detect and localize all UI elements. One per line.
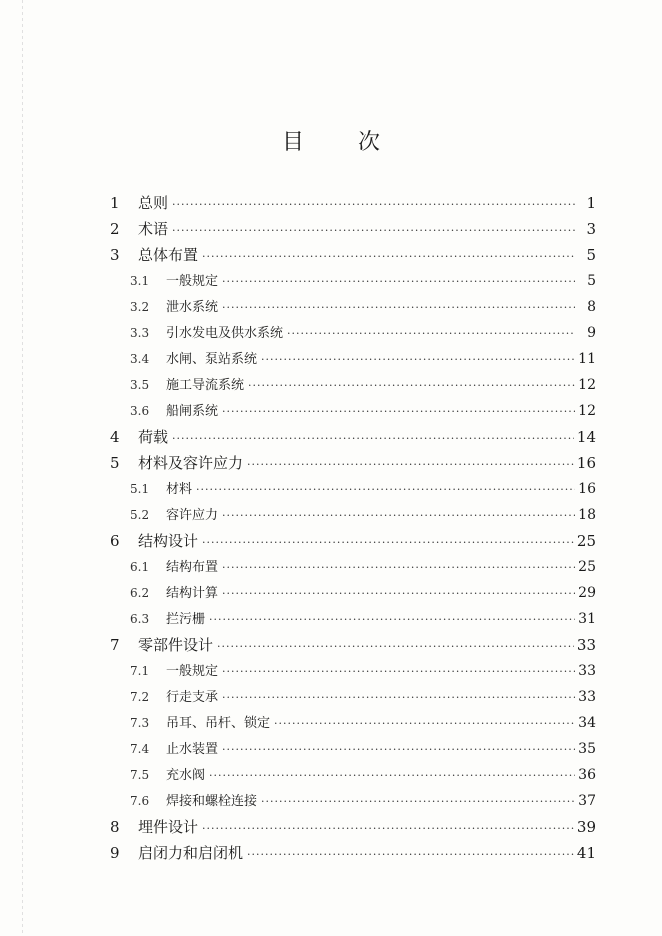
dot-leader xyxy=(222,269,575,295)
toc-entry-page-number: 14 xyxy=(576,428,596,446)
toc-entry-page-number: 34 xyxy=(578,715,596,731)
toc-entry-number: 5.2 xyxy=(130,508,150,522)
toc-entry xyxy=(110,476,596,502)
dot-leader xyxy=(202,530,574,556)
toc-entry-title: 结构布置 xyxy=(166,560,219,575)
toc-entry-number: 5 xyxy=(110,454,120,472)
toc-entry-number: 5.1 xyxy=(130,482,150,496)
toc-entry xyxy=(110,294,596,320)
toc-entry-title: 焊接和螺栓连接 xyxy=(166,794,258,809)
toc-entry-page-number: 8 xyxy=(587,299,596,315)
toc-entry-title: 一般规定 xyxy=(166,274,219,289)
toc-entry xyxy=(110,528,596,554)
toc-entry-title: 止水装置 xyxy=(166,742,219,757)
title-char-2: 次 xyxy=(358,130,381,155)
dot-leader xyxy=(247,452,574,478)
dot-leader xyxy=(248,373,575,399)
toc-entry-number: 8 xyxy=(110,818,120,836)
dot-leader xyxy=(209,763,575,789)
dot-leader xyxy=(247,842,574,868)
toc-entry-page-number: 41 xyxy=(576,844,596,862)
toc-entry-number: 7.2 xyxy=(130,690,150,704)
toc-entry xyxy=(110,242,596,268)
toc-entry-page-number: 5 xyxy=(586,246,596,264)
toc-entry-title: 术语 xyxy=(138,220,169,238)
page-title xyxy=(0,125,662,156)
dot-leader xyxy=(261,347,575,373)
dot-leader xyxy=(209,607,575,633)
toc-entry-number: 6 xyxy=(110,532,120,550)
toc-entry-title: 吊耳、吊杆、锁定 xyxy=(166,716,271,731)
toc-entry-title: 施工导流系统 xyxy=(166,378,245,393)
toc-entry xyxy=(110,580,596,606)
toc-entry-page-number: 33 xyxy=(576,636,596,654)
toc-entry xyxy=(110,632,596,658)
toc-entry xyxy=(110,346,596,372)
toc-entry-page-number: 9 xyxy=(587,325,596,341)
toc-entry-number: 1 xyxy=(110,194,120,212)
toc-entry xyxy=(110,762,596,788)
toc-entry xyxy=(110,814,596,840)
dot-leader xyxy=(287,321,575,347)
toc-entry-title: 船闸系统 xyxy=(166,404,219,419)
toc-entry-page-number: 5 xyxy=(587,273,596,289)
toc-entry-number: 6.2 xyxy=(130,586,150,600)
toc-entry xyxy=(110,320,596,346)
toc-entry xyxy=(110,450,596,476)
toc-entry-title: 总体布置 xyxy=(138,246,199,264)
toc-entry xyxy=(110,216,596,242)
toc-entry-page-number: 18 xyxy=(578,507,596,523)
dot-leader xyxy=(222,659,575,685)
toc-entry xyxy=(110,398,596,424)
toc-entry-title: 一般规定 xyxy=(166,664,219,679)
toc-entry-title: 埋件设计 xyxy=(138,818,199,836)
toc-entry-number: 2 xyxy=(110,220,120,238)
toc-entry-title: 零部件设计 xyxy=(138,636,214,654)
toc-entry-number: 3 xyxy=(110,246,120,264)
toc-entry-title: 总则 xyxy=(138,194,169,212)
dot-leader xyxy=(274,711,575,737)
toc-entry-number: 7.4 xyxy=(130,742,150,756)
toc-entry-number: 9 xyxy=(110,844,120,862)
toc-entry-title: 水闸、泵站系统 xyxy=(166,352,258,367)
dot-leader xyxy=(202,244,575,270)
toc-entry-page-number: 12 xyxy=(578,403,596,419)
dot-leader xyxy=(222,503,575,529)
toc-entry-title: 泄水系统 xyxy=(166,300,219,315)
toc-entry-page-number: 33 xyxy=(578,663,596,679)
dot-leader xyxy=(222,737,575,763)
toc-entry-page-number: 16 xyxy=(578,481,596,497)
table-of-contents xyxy=(110,190,596,866)
toc-entry-page-number: 31 xyxy=(578,611,596,627)
toc-entry xyxy=(110,606,596,632)
toc-entry-number: 7.6 xyxy=(130,794,150,808)
toc-entry-title: 拦污栅 xyxy=(166,612,206,627)
toc-entry-number: 3.4 xyxy=(130,352,150,366)
toc-entry-page-number: 25 xyxy=(578,559,596,575)
toc-entry xyxy=(110,684,596,710)
dot-leader xyxy=(222,295,575,321)
dot-leader xyxy=(217,634,574,660)
toc-entry-title: 结构设计 xyxy=(138,532,199,550)
toc-entry xyxy=(110,840,596,866)
toc-entry-page-number: 1 xyxy=(586,194,596,212)
toc-entry-number: 3.6 xyxy=(130,404,150,418)
toc-entry-title: 引水发电及供水系统 xyxy=(166,326,284,341)
toc-entry-number: 7 xyxy=(110,636,120,654)
dot-leader xyxy=(222,399,575,425)
toc-entry-page-number: 33 xyxy=(578,689,596,705)
toc-entry-title: 材料及容许应力 xyxy=(138,454,244,472)
dot-leader xyxy=(222,555,575,581)
toc-entry xyxy=(110,658,596,684)
toc-entry xyxy=(110,710,596,736)
title-char-1: 目 xyxy=(281,130,304,155)
toc-entry-page-number: 3 xyxy=(586,220,596,238)
toc-entry-number: 6.1 xyxy=(130,560,150,574)
toc-entry xyxy=(110,190,596,216)
toc-entry-title: 荷载 xyxy=(138,428,169,446)
toc-entry-page-number: 35 xyxy=(578,741,596,757)
dot-leader xyxy=(222,581,575,607)
toc-entry-number: 4 xyxy=(110,428,120,446)
dot-leader xyxy=(172,426,574,452)
toc-entry xyxy=(110,502,596,528)
toc-entry-number: 6.3 xyxy=(130,612,150,626)
toc-entry xyxy=(110,372,596,398)
dot-leader xyxy=(196,477,575,503)
toc-entry-title: 容许应力 xyxy=(166,508,219,523)
dot-leader xyxy=(222,685,575,711)
toc-entry-page-number: 25 xyxy=(576,532,596,550)
toc-entry-page-number: 36 xyxy=(578,767,596,783)
toc-entry-page-number: 37 xyxy=(578,793,596,809)
dot-leader xyxy=(172,192,575,218)
dot-leader xyxy=(172,218,575,244)
toc-entry-page-number: 11 xyxy=(578,351,596,367)
toc-entry-number: 3.5 xyxy=(130,378,150,392)
toc-entry-number: 7.5 xyxy=(130,768,150,782)
toc-entry-number: 7.1 xyxy=(130,664,150,678)
dot-leader xyxy=(202,816,574,842)
toc-entry-page-number: 12 xyxy=(578,377,596,393)
toc-entry-title: 充水阀 xyxy=(166,768,206,783)
toc-entry-title: 行走支承 xyxy=(166,690,219,705)
toc-entry-page-number: 29 xyxy=(578,585,596,601)
toc-entry-title: 启闭力和启闭机 xyxy=(138,844,244,862)
toc-entry xyxy=(110,736,596,762)
toc-entry-title: 结构计算 xyxy=(166,586,219,601)
toc-entry xyxy=(110,424,596,450)
toc-entry xyxy=(110,268,596,294)
toc-entry-number: 3.3 xyxy=(130,326,150,340)
toc-entry-number: 3.1 xyxy=(130,274,150,288)
toc-entry-number: 7.3 xyxy=(130,716,150,730)
toc-entry-page-number: 16 xyxy=(576,454,596,472)
toc-entry-title: 材料 xyxy=(166,482,193,497)
toc-entry-page-number: 39 xyxy=(576,818,596,836)
toc-entry-number: 3.2 xyxy=(130,300,150,314)
toc-entry xyxy=(110,788,596,814)
toc-entry xyxy=(110,554,596,580)
dot-leader xyxy=(261,789,575,815)
